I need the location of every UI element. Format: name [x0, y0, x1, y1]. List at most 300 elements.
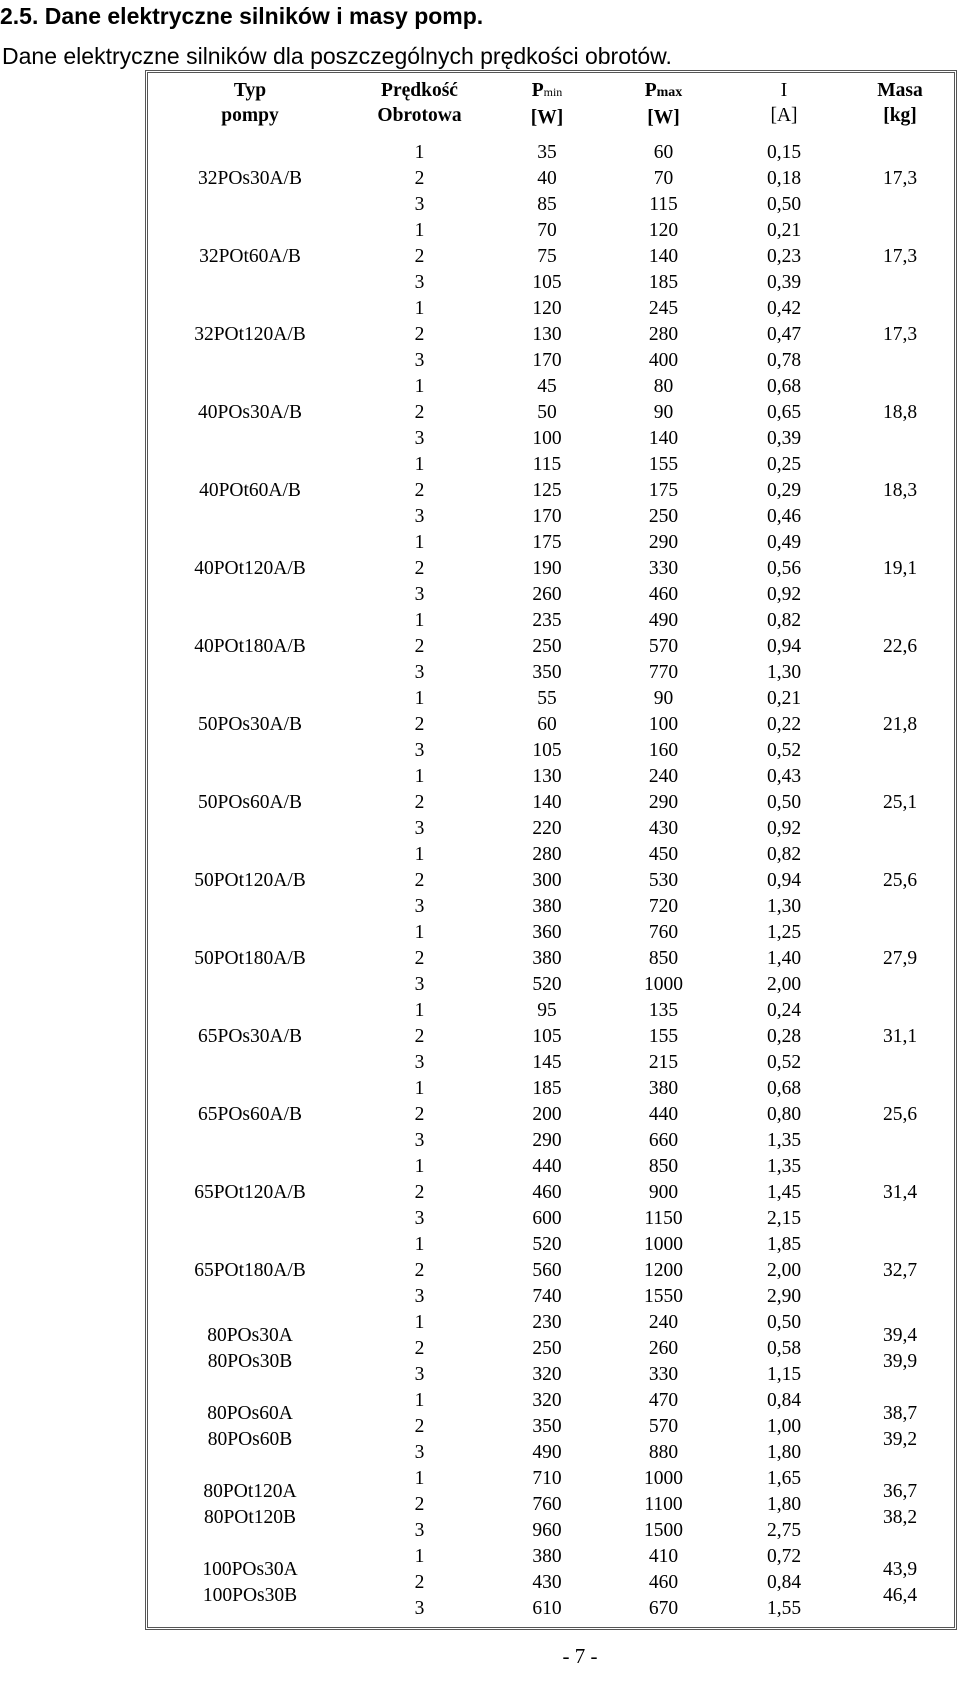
mass-cell — [847, 530, 953, 608]
current-cell: 0,58 — [766, 1338, 802, 1359]
current-cell: 0,72 — [766, 1546, 802, 1567]
speed-cell: 3 — [414, 1442, 425, 1463]
pmax-cell: 140 — [648, 246, 679, 267]
pmax-cell: 440 — [648, 1104, 679, 1125]
pmin-cell: 45 — [537, 376, 557, 397]
speed-cell: 2 — [414, 636, 425, 657]
pmin-cell: 170 — [532, 350, 562, 371]
pmin-cell: 320 — [532, 1390, 562, 1411]
pmin-cell: 125 — [532, 480, 562, 501]
pmax-cell: 215 — [648, 1052, 679, 1073]
current-cell: 0,94 — [766, 870, 802, 891]
speed-cell: 1 — [414, 1078, 425, 1099]
pmax-cell: 1150 — [644, 1208, 683, 1229]
pmin-cell: 250 — [532, 1338, 562, 1359]
pmin-cell: 35 — [537, 142, 557, 163]
pmin-cell: 145 — [532, 1052, 562, 1073]
pump-type-name: 65POs60A/B — [197, 1104, 303, 1125]
mass-value: 18,3 — [882, 480, 918, 501]
speed-cell: 2 — [414, 1572, 425, 1593]
speed-cell: 2 — [414, 792, 425, 813]
mass-cell — [847, 1544, 953, 1622]
speed-cell: 2 — [414, 714, 425, 735]
current-cell: 2,00 — [766, 1260, 802, 1281]
pump-type-cell — [149, 842, 351, 920]
pmax-cell: 240 — [648, 1312, 679, 1333]
pmax-cell: 290 — [648, 532, 679, 553]
mass-cell — [847, 140, 953, 218]
current-cell: 1,00 — [766, 1416, 802, 1437]
pmin-cell: 760 — [532, 1494, 562, 1515]
mass-cell — [847, 920, 953, 998]
page-number: - 7 - — [562, 1644, 598, 1668]
mass-value: 19,1 — [882, 558, 918, 579]
table-row — [149, 530, 953, 556]
mass-cell — [847, 764, 953, 842]
speed-cell: 3 — [414, 740, 425, 761]
table-row — [149, 296, 953, 322]
header-current: I [A] — [770, 80, 798, 126]
table-row — [149, 1076, 953, 1102]
pmin-cell: 185 — [532, 1078, 562, 1099]
pump-type-name: 40POt120A/B — [194, 558, 306, 579]
pmax-cell: 260 — [648, 1338, 679, 1359]
current-cell: 0,39 — [766, 272, 802, 293]
pmin-cell: 115 — [532, 454, 562, 475]
table-row — [149, 920, 953, 946]
mass-value: 39,2 — [882, 1429, 918, 1450]
pmax-cell: 850 — [648, 1156, 679, 1177]
speed-cell: 2 — [414, 324, 425, 345]
current-cell: 0,52 — [766, 740, 802, 761]
pmin-cell: 320 — [532, 1364, 562, 1385]
pmin-cell: 380 — [532, 1546, 562, 1567]
pmax-cell: 245 — [648, 298, 679, 319]
pmin-cell: 230 — [532, 1312, 562, 1333]
speed-cell: 1 — [414, 1390, 425, 1411]
speed-cell: 2 — [414, 402, 425, 423]
speed-cell: 3 — [414, 506, 425, 527]
header-mass: Masa [kg] — [877, 80, 923, 126]
mass-value: 31,4 — [882, 1182, 918, 1203]
current-cell: 0,22 — [766, 714, 802, 735]
pmin-cell: 350 — [532, 1416, 562, 1437]
pmin-cell: 130 — [532, 324, 562, 345]
speed-cell: 3 — [414, 1286, 425, 1307]
pump-type-cell — [149, 920, 351, 998]
pmin-cell: 40 — [537, 168, 557, 189]
speed-cell: 3 — [414, 1598, 425, 1619]
pump-type-cell — [149, 1232, 351, 1310]
pump-type-cell — [149, 1154, 351, 1232]
pmax-cell: 160 — [648, 740, 679, 761]
pmax-cell: 60 — [653, 142, 674, 163]
mass-cell — [847, 1310, 953, 1388]
current-cell: 1,40 — [766, 948, 802, 969]
pmin-cell: 140 — [532, 792, 562, 813]
current-cell: 1,65 — [766, 1468, 802, 1489]
current-cell: 1,55 — [766, 1598, 802, 1619]
mass-value: 46,4 — [882, 1585, 918, 1606]
pmax-cell: 155 — [648, 454, 679, 475]
speed-cell: 1 — [414, 688, 425, 709]
pmax-cell: 1000 — [644, 1234, 683, 1255]
pump-type-name: 80POs30B — [207, 1351, 293, 1372]
current-cell: 0,49 — [766, 532, 802, 553]
pmin-cell: 380 — [532, 948, 562, 969]
speed-cell: 2 — [414, 168, 425, 189]
speed-cell: 1 — [414, 1156, 425, 1177]
pump-type-name: 65POs30A/B — [197, 1026, 303, 1047]
current-cell: 0,82 — [766, 844, 802, 865]
current-cell: 0,78 — [766, 350, 802, 371]
current-cell: 1,45 — [766, 1182, 802, 1203]
table-row — [149, 1232, 953, 1258]
pump-type-cell — [149, 686, 351, 764]
pmin-cell: 235 — [532, 610, 562, 631]
pump-type-cell — [149, 218, 351, 296]
mass-value: 17,3 — [882, 324, 918, 345]
pmin-cell: 290 — [532, 1130, 562, 1151]
speed-cell: 1 — [414, 1000, 425, 1021]
current-cell: 1,35 — [766, 1130, 802, 1151]
pmax-cell: 430 — [648, 818, 679, 839]
pmin-cell: 300 — [532, 870, 562, 891]
speed-cell: 2 — [414, 1104, 425, 1125]
mass-value: 31,1 — [882, 1026, 918, 1047]
mass-value: 22,6 — [882, 636, 918, 657]
pump-type-cell — [149, 452, 351, 530]
pmax-cell: 70 — [653, 168, 674, 189]
current-cell: 1,25 — [766, 922, 802, 943]
speed-cell: 1 — [414, 610, 425, 631]
pmin-cell: 130 — [532, 766, 562, 787]
speed-cell: 3 — [414, 350, 425, 371]
pmax-cell: 290 — [648, 792, 679, 813]
speed-cell: 1 — [414, 376, 425, 397]
current-cell: 0,24 — [766, 1000, 802, 1021]
speed-cell: 1 — [414, 766, 425, 787]
motor-data-table — [149, 74, 953, 1622]
current-cell: 0,28 — [766, 1026, 802, 1047]
pmin-cell: 520 — [532, 1234, 562, 1255]
current-cell: 0,46 — [766, 506, 802, 527]
current-cell: 0,25 — [766, 454, 802, 475]
pmax-cell: 1500 — [644, 1520, 683, 1541]
mass-cell — [847, 218, 953, 296]
current-cell: 2,00 — [766, 974, 802, 995]
current-cell: 0,56 — [766, 558, 802, 579]
pump-type-name: 65POt180A/B — [194, 1260, 306, 1281]
pump-type-name: 40POt60A/B — [199, 480, 301, 501]
table-row — [149, 998, 953, 1024]
table-header-row — [149, 74, 953, 140]
pmax-cell: 460 — [648, 1572, 679, 1593]
pmax-cell: 100 — [648, 714, 679, 735]
pmin-cell: 120 — [532, 298, 562, 319]
pmin-cell: 430 — [532, 1572, 562, 1593]
table-row — [149, 1466, 953, 1492]
speed-cell: 1 — [414, 142, 425, 163]
pmax-cell: 850 — [648, 948, 679, 969]
pump-type-name: 65POt120A/B — [194, 1182, 306, 1203]
pmax-cell: 660 — [648, 1130, 679, 1151]
speed-cell: 3 — [414, 272, 425, 293]
current-cell: 0,21 — [766, 220, 802, 241]
speed-cell: 1 — [414, 844, 425, 865]
mass-value: 21,8 — [882, 714, 918, 735]
current-cell: 2,75 — [766, 1520, 802, 1541]
pump-type-name: 80POs60B — [207, 1429, 293, 1450]
table-row — [149, 1544, 953, 1570]
speed-cell: 3 — [414, 428, 425, 449]
speed-cell: 2 — [414, 1494, 425, 1515]
pmin-cell: 60 — [537, 714, 557, 735]
pmax-cell: 1550 — [644, 1286, 683, 1307]
mass-value: 39,4 — [882, 1325, 918, 1346]
speed-cell: 2 — [414, 1026, 425, 1047]
pmin-cell: 280 — [532, 844, 562, 865]
mass-cell — [847, 296, 953, 374]
current-cell: 0,50 — [766, 194, 802, 215]
header-rotational-speed: Prędkość Obrotowa — [377, 80, 462, 126]
pump-type-cell — [149, 998, 351, 1076]
speed-cell: 1 — [414, 454, 425, 475]
speed-cell: 1 — [414, 1234, 425, 1255]
pump-type-name: 100POs30A — [202, 1559, 298, 1580]
mass-cell — [847, 842, 953, 920]
current-cell: 1,85 — [766, 1234, 802, 1255]
current-cell: 0,15 — [766, 142, 802, 163]
pmin-cell: 175 — [532, 532, 562, 553]
pmax-cell: 1200 — [644, 1260, 683, 1281]
pmin-cell: 520 — [532, 974, 562, 995]
speed-cell: 1 — [414, 532, 425, 553]
current-cell: 0,92 — [766, 818, 802, 839]
mass-value: 18,8 — [882, 402, 918, 423]
mass-value: 32,7 — [882, 1260, 918, 1281]
mass-value: 25,6 — [882, 1104, 918, 1125]
pmin-cell: 190 — [532, 558, 562, 579]
current-cell: 0,84 — [766, 1572, 802, 1593]
current-cell: 1,80 — [766, 1494, 802, 1515]
pump-type-cell — [149, 1466, 351, 1544]
speed-cell: 2 — [414, 480, 425, 501]
mass-value: 17,3 — [882, 168, 918, 189]
pmax-cell: 770 — [648, 662, 679, 683]
table-row — [149, 1154, 953, 1180]
pump-type-name: 40POs30A/B — [197, 402, 303, 423]
current-cell: 0,52 — [766, 1052, 802, 1073]
table-row — [149, 374, 953, 400]
current-cell: 0,47 — [766, 324, 802, 345]
pmin-cell: 380 — [532, 896, 562, 917]
pump-type-name: 50POt180A/B — [194, 948, 306, 969]
current-cell: 0,68 — [766, 1078, 802, 1099]
pmax-cell: 155 — [648, 1026, 679, 1047]
current-cell: 1,15 — [766, 1364, 802, 1385]
current-cell: 0,65 — [766, 402, 802, 423]
pmin-cell: 55 — [537, 688, 557, 709]
current-cell: 1,30 — [766, 662, 802, 683]
current-cell: 0,39 — [766, 428, 802, 449]
current-cell: 0,50 — [766, 1312, 802, 1333]
pmax-cell: 250 — [648, 506, 679, 527]
current-cell: 0,42 — [766, 298, 802, 319]
pmax-cell: 900 — [648, 1182, 679, 1203]
current-cell: 0,21 — [766, 688, 802, 709]
speed-cell: 1 — [414, 1546, 425, 1567]
table-body — [149, 140, 953, 1622]
pmax-cell: 530 — [648, 870, 679, 891]
speed-cell: 2 — [414, 948, 425, 969]
table-row — [149, 608, 953, 634]
pump-type-cell — [149, 140, 351, 218]
speed-cell: 3 — [414, 1364, 425, 1385]
mass-value: 38,2 — [882, 1507, 918, 1528]
pump-type-name: 50POt120A/B — [194, 870, 306, 891]
mass-cell — [847, 1076, 953, 1154]
pmax-cell: 1000 — [644, 1468, 683, 1489]
pmax-cell: 280 — [648, 324, 679, 345]
pmax-cell: 80 — [653, 376, 674, 397]
pump-type-cell — [149, 764, 351, 842]
current-cell: 2,15 — [766, 1208, 802, 1229]
current-cell: 0,80 — [766, 1104, 802, 1125]
table-caption: Dane elektryczne silników dla poszczególnych prędkości obrotów. — [2, 43, 672, 69]
table-row — [149, 764, 953, 790]
speed-cell: 2 — [414, 246, 425, 267]
pmax-cell: 400 — [648, 350, 679, 371]
pmin-cell: 105 — [532, 1026, 562, 1047]
pmax-cell: 1000 — [644, 974, 683, 995]
mass-cell — [847, 1154, 953, 1232]
current-cell: 0,68 — [766, 376, 802, 397]
pmax-cell: 90 — [653, 688, 674, 709]
speed-cell: 3 — [414, 974, 425, 995]
pmin-cell: 200 — [532, 1104, 562, 1125]
speed-cell: 1 — [414, 1312, 425, 1333]
current-cell: 0,50 — [766, 792, 802, 813]
section-heading: 2.5. Dane elektryczne silników i masy pomp. — [0, 3, 484, 29]
current-cell: 0,23 — [766, 246, 802, 267]
pmax-cell: 490 — [648, 610, 679, 631]
pmin-cell: 360 — [532, 922, 562, 943]
current-cell: 0,43 — [766, 766, 802, 787]
speed-cell: 3 — [414, 1052, 425, 1073]
speed-cell: 1 — [414, 1468, 425, 1489]
pmin-cell: 960 — [532, 1520, 562, 1541]
pmax-cell: 670 — [648, 1598, 679, 1619]
pmin-cell: 440 — [532, 1156, 562, 1177]
speed-cell: 2 — [414, 870, 425, 891]
speed-cell: 2 — [414, 558, 425, 579]
pmax-cell: 570 — [648, 1416, 679, 1437]
current-cell: 1,30 — [766, 896, 802, 917]
table-row — [149, 452, 953, 478]
mass-value: 36,7 — [882, 1481, 918, 1502]
pump-type-name: 100POs30B — [202, 1585, 298, 1606]
mass-value: 25,6 — [882, 870, 918, 891]
speed-cell: 3 — [414, 1208, 425, 1229]
mass-value: 25,1 — [882, 792, 918, 813]
current-cell: 0,84 — [766, 1390, 802, 1411]
mass-value: 38,7 — [882, 1403, 918, 1424]
speed-cell: 3 — [414, 662, 425, 683]
pump-type-name: 80POt120B — [203, 1507, 297, 1528]
pmax-cell: 330 — [648, 558, 679, 579]
mass-cell — [847, 1466, 953, 1544]
current-cell: 2,90 — [766, 1286, 802, 1307]
speed-cell: 2 — [414, 1260, 425, 1281]
pmin-cell: 490 — [532, 1442, 562, 1463]
pmin-cell: 75 — [537, 246, 557, 267]
speed-cell: 3 — [414, 1520, 425, 1541]
pmax-cell: 880 — [648, 1442, 679, 1463]
current-cell: 0,94 — [766, 636, 802, 657]
speed-cell: 1 — [414, 922, 425, 943]
pmax-cell: 90 — [653, 402, 674, 423]
current-cell: 1,35 — [766, 1156, 802, 1177]
pump-type-name: 32POs30A/B — [197, 168, 303, 189]
header-pump-type: Typ pompy — [221, 80, 279, 126]
mass-cell — [847, 1388, 953, 1466]
pump-type-cell — [149, 530, 351, 608]
mass-value: 27,9 — [882, 948, 918, 969]
pmax-cell: 240 — [648, 766, 679, 787]
current-cell: 0,18 — [766, 168, 802, 189]
speed-cell: 1 — [414, 220, 425, 241]
header-pmin: Pmin [W] — [530, 80, 564, 128]
speed-cell: 3 — [414, 194, 425, 215]
speed-cell: 3 — [414, 896, 425, 917]
pmin-cell: 85 — [537, 194, 557, 215]
pmax-cell: 450 — [648, 844, 679, 865]
pump-type-cell — [149, 608, 351, 686]
pmin-cell: 70 — [537, 220, 557, 241]
current-cell: 0,92 — [766, 584, 802, 605]
pump-type-name: 50POs60A/B — [197, 792, 303, 813]
pmax-cell: 330 — [648, 1364, 679, 1385]
pmin-cell: 600 — [532, 1208, 562, 1229]
pmax-cell: 760 — [648, 922, 679, 943]
current-cell: 0,29 — [766, 480, 802, 501]
pmin-cell: 170 — [532, 506, 562, 527]
pmin-cell: 460 — [532, 1182, 562, 1203]
pump-type-name: 32POt60A/B — [199, 246, 301, 267]
pmin-cell: 100 — [532, 428, 562, 449]
pmax-cell: 470 — [648, 1390, 679, 1411]
pump-type-name: 40POt180A/B — [194, 636, 306, 657]
table-row — [149, 1388, 953, 1414]
table-row — [149, 842, 953, 868]
speed-cell: 2 — [414, 1338, 425, 1359]
pmax-cell: 410 — [648, 1546, 679, 1567]
pmin-cell: 105 — [532, 740, 562, 761]
pmin-cell: 220 — [532, 818, 562, 839]
table-row — [149, 1310, 953, 1336]
speed-cell: 3 — [414, 818, 425, 839]
pmax-cell: 380 — [648, 1078, 679, 1099]
pmax-cell: 135 — [648, 1000, 679, 1021]
mass-cell — [847, 374, 953, 452]
pmin-cell: 260 — [532, 584, 562, 605]
pmax-cell: 140 — [648, 428, 679, 449]
mass-value: 17,3 — [882, 246, 918, 267]
current-cell: 0,82 — [766, 610, 802, 631]
pmax-cell: 720 — [648, 896, 679, 917]
pump-type-cell — [149, 1544, 351, 1622]
